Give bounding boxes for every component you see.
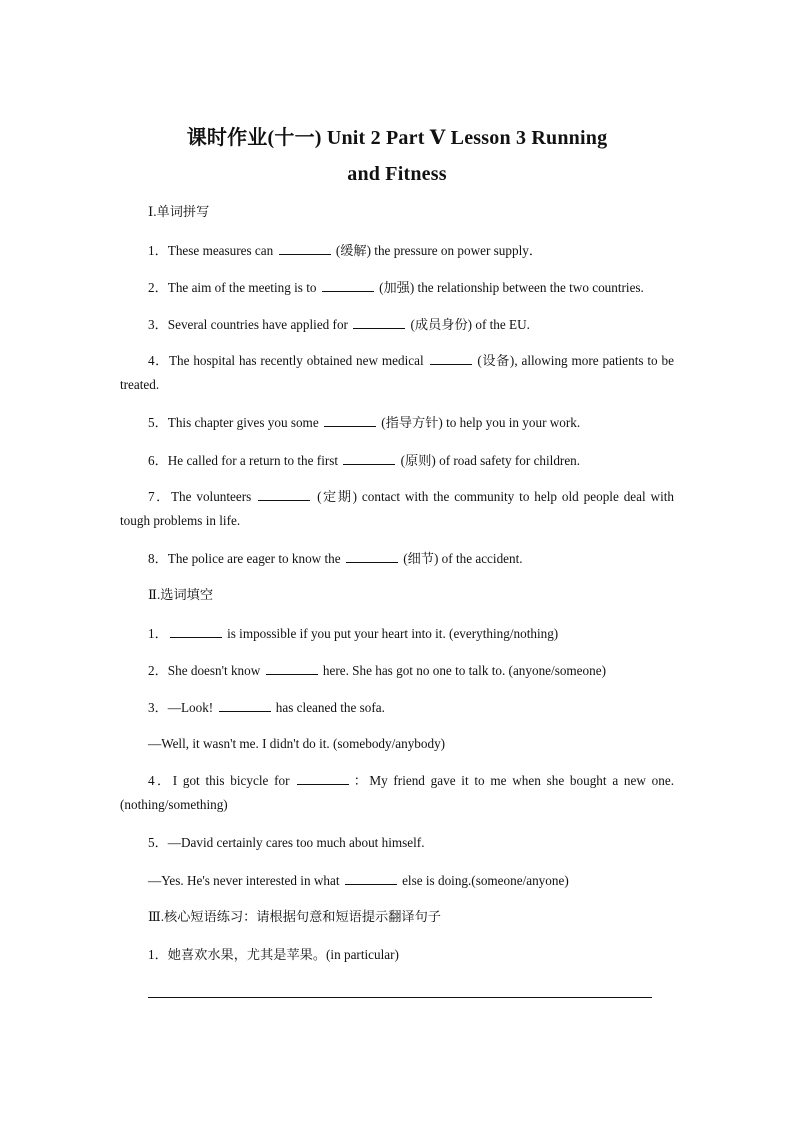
answer-blank[interactable] (266, 661, 318, 675)
exercise-item: 6．He called for a return to the first (原则) of road safety for children. (148, 453, 581, 468)
answer-blank[interactable] (219, 698, 271, 712)
answer-blank[interactable] (322, 278, 374, 292)
answer-blank[interactable] (430, 351, 472, 365)
answer-blank[interactable] (170, 624, 222, 638)
exercise-item: 8．The police are eager to know the (细节) of the accident. (148, 551, 523, 566)
exercise-item-reply: —Yes. He's never interested in what else is doing.(someone/anyone) (148, 873, 569, 888)
section-heading-1: Ⅰ.单词拼写 (148, 204, 210, 219)
answer-blank[interactable] (345, 871, 397, 885)
answer-blank[interactable] (343, 451, 395, 465)
exercise-item: 4．I got this bicycle for ：My friend gave it to me when she bought a new one. (nothing/something) (120, 773, 674, 812)
exercise-item: 3．—Look! has cleaned the sofa. (148, 700, 385, 715)
exercise-item: 5．This chapter gives you some (指导方针) to help you in your work. (148, 415, 581, 430)
section-heading-3: Ⅲ.核心短语练习：请根据句意和短语提示翻译句子 (148, 909, 441, 924)
page-title-line2: and Fitness (347, 163, 447, 185)
section-heading-2: Ⅱ.选词填空 (148, 587, 214, 602)
exercise-item: 3．Several countries have applied for (成员身份) of the EU. (148, 317, 530, 332)
exercise-item: 1．她喜欢水果，尤其是苹果。(in particular) (148, 947, 399, 962)
exercise-item-reply: —Well, it wasn't me. I didn't do it. (somebody/anybody) (148, 736, 446, 751)
answer-blank[interactable] (258, 487, 310, 501)
exercise-item: 2．The aim of the meeting is to (加强) the relationship between the two countries. (148, 280, 644, 295)
answer-blank[interactable] (346, 549, 398, 563)
exercise-item: 7．The volunteers (定期) contact with the community to help old people deal with tough problems in life. (120, 489, 674, 528)
page-title-line1: 课时作业(十一) Unit 2 Part Ⅴ Lesson 3 Running (186, 127, 608, 149)
answer-blank[interactable] (297, 771, 349, 785)
answer-blank[interactable] (279, 241, 331, 255)
translation-answer-line[interactable] (148, 997, 652, 998)
exercise-item: 1． is impossible if you put your heart into it. (everything/nothing) (148, 626, 559, 641)
exercise-item: 1．These measures can (缓解) the pressure on power supply． (148, 243, 543, 258)
exercise-item: 2．She doesn't know here. She has got no one to talk to. (anyone/someone) (148, 663, 606, 678)
exercise-item: 4．The hospital has recently obtained new medical (设备), allowing more patients to be treated. (120, 353, 674, 392)
answer-blank[interactable] (324, 413, 376, 427)
answer-blank[interactable] (353, 315, 405, 329)
exercise-item: 5．—David certainly cares too much about himself. (148, 835, 425, 850)
